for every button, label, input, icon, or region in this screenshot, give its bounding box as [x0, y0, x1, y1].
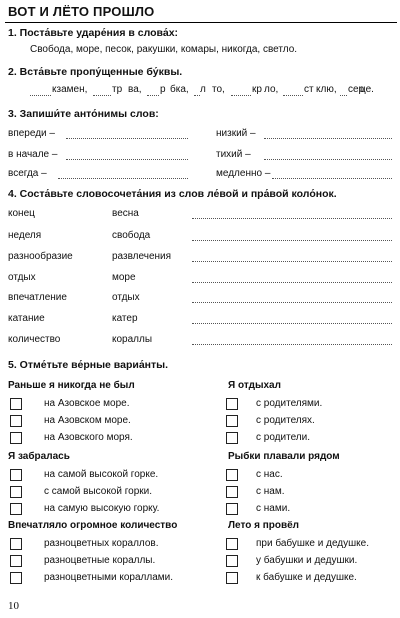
answer-option-label: разноцветными кораллами.: [44, 572, 174, 583]
task2-gap[interactable]: [340, 95, 347, 96]
answer-checkbox[interactable]: [226, 503, 238, 515]
antonym-right-answer-line[interactable]: [264, 159, 392, 160]
choice-group-prompt: Лето я провёл: [228, 520, 300, 531]
task2-heading: 2. Вста́вьте пропу́щенные бу́квы.: [8, 66, 183, 78]
antonym-right-word: медленно –: [216, 168, 271, 179]
antonym-left-answer-line[interactable]: [58, 178, 188, 179]
answer-option-label: на самой высокой горке.: [44, 469, 159, 480]
collocation-answer-line[interactable]: [192, 323, 392, 324]
answer-checkbox[interactable]: [226, 398, 238, 410]
task2-fragment: клю,: [316, 84, 337, 95]
collocation-answer-line[interactable]: [192, 261, 392, 262]
collocation-right-word: свобода: [112, 230, 151, 241]
choice-group-prompt: Рыбки плавали рядом: [228, 451, 340, 462]
answer-checkbox[interactable]: [226, 469, 238, 481]
task2-fragment: тр: [112, 84, 123, 95]
task2-fragment: сер: [348, 84, 365, 95]
title-rule: [5, 22, 397, 23]
antonym-left-word: всегда –: [8, 168, 47, 179]
collocation-right-word: развлечения: [112, 251, 172, 262]
answer-checkbox[interactable]: [226, 486, 238, 498]
collocation-right-word: море: [112, 272, 136, 283]
choice-group-prompt: Раньше я никогда не был: [8, 380, 135, 391]
task5-heading: 5. Отме́тьте ве́рные вариа́нты.: [8, 359, 169, 371]
collocation-left-word: конец: [8, 208, 35, 219]
page-title: ВОТ И ЛЁТО ПРОШЛО: [8, 4, 155, 19]
answer-checkbox[interactable]: [10, 486, 22, 498]
task2-fragment: бка,: [170, 84, 189, 95]
task2-fragment: р: [160, 84, 166, 95]
collocation-left-word: катание: [8, 313, 45, 324]
answer-checkbox[interactable]: [226, 572, 238, 584]
task2-fragment: ст: [304, 84, 314, 95]
collocation-answer-line[interactable]: [192, 218, 392, 219]
task2-fragment: то,: [212, 84, 225, 95]
collocation-answer-line[interactable]: [192, 240, 392, 241]
answer-option-label: с родители.: [256, 432, 310, 443]
antonym-right-word: низкий –: [216, 128, 256, 139]
collocation-answer-line[interactable]: [192, 344, 392, 345]
collocation-left-word: неделя: [8, 230, 42, 241]
answer-option-label: с нами.: [256, 503, 291, 514]
antonym-left-answer-line[interactable]: [66, 159, 188, 160]
answer-option-label: с родителях.: [256, 415, 315, 426]
answer-option-label: к бабушке и дедушке.: [256, 572, 357, 583]
task2-fragment: кзамен,: [52, 84, 88, 95]
answer-option-label: на Азовского моря.: [44, 432, 133, 443]
answer-checkbox[interactable]: [10, 415, 22, 427]
collocation-right-word: весна: [112, 208, 139, 219]
task2-gap[interactable]: [283, 95, 303, 96]
task2-gap[interactable]: [93, 95, 111, 96]
answer-option-label: при бабушке и дедушке.: [256, 538, 369, 549]
antonym-left-answer-line[interactable]: [66, 138, 188, 139]
answer-option-label: на самую высокую горку.: [44, 503, 160, 514]
answer-option-label: разноцветных кораллов.: [44, 538, 159, 549]
task2-fragment: ло,: [264, 84, 279, 95]
antonym-right-answer-line[interactable]: [272, 178, 392, 179]
task2-gap[interactable]: [194, 95, 200, 96]
collocation-answer-line[interactable]: [192, 302, 392, 303]
collocation-right-word: отдых: [112, 292, 140, 303]
answer-option-label: у бабушки и дедушки.: [256, 555, 358, 566]
answer-option-label: разноцветные кораллы.: [44, 555, 156, 566]
collocation-left-word: количество: [8, 334, 61, 345]
answer-option-label: на Азовском море.: [44, 415, 131, 426]
task2-gap[interactable]: [231, 95, 251, 96]
task2-gap[interactable]: [30, 95, 51, 96]
task4-heading: 4. Соста́вьте словосочета́ния из слов ле́вой и пра́вой коло́нок.: [8, 188, 337, 200]
answer-checkbox[interactable]: [10, 572, 22, 584]
antonym-left-word: в начале –: [8, 149, 58, 160]
answer-checkbox[interactable]: [10, 555, 22, 567]
task3-heading: 3. Запиши́те анто́нимы слов:: [8, 108, 159, 120]
collocation-right-word: катер: [112, 313, 138, 324]
answer-checkbox[interactable]: [226, 538, 238, 550]
answer-checkbox[interactable]: [10, 538, 22, 550]
answer-checkbox[interactable]: [10, 432, 22, 444]
answer-option-label: на Азовское море.: [44, 398, 130, 409]
task2-fragment: л: [200, 84, 206, 95]
choice-group-prompt: Я забралась: [8, 451, 70, 462]
collocation-left-word: впечатление: [8, 292, 67, 303]
antonym-right-word: тихий –: [216, 149, 251, 160]
page-number: 10: [8, 600, 19, 612]
choice-group-prompt: Впечатляло огромное количество: [8, 520, 178, 531]
answer-checkbox[interactable]: [10, 469, 22, 481]
answer-checkbox[interactable]: [10, 503, 22, 515]
task2-fragment: це.: [360, 84, 374, 95]
answer-checkbox[interactable]: [10, 398, 22, 410]
choice-group-prompt: Я отдыхал: [228, 380, 281, 391]
antonym-left-word: впереди –: [8, 128, 55, 139]
answer-checkbox[interactable]: [226, 415, 238, 427]
answer-option-label: с родителями.: [256, 398, 323, 409]
collocation-left-word: разнообразие: [8, 251, 73, 262]
task1-words: Свобода, море, песок, ракушки, комары, никогда, светло.: [30, 44, 298, 55]
task2-gap[interactable]: [147, 95, 159, 96]
answer-option-label: с нам.: [256, 486, 285, 497]
collocation-right-word: кораллы: [112, 334, 153, 345]
collocation-left-word: отдых: [8, 272, 36, 283]
antonym-right-answer-line[interactable]: [264, 138, 392, 139]
task2-fragment: ва,: [128, 84, 142, 95]
task1-heading: 1. Поста́вьте ударе́ния в слова́х:: [8, 27, 179, 39]
answer-option-label: с самой высокой горки.: [44, 486, 153, 497]
answer-checkbox[interactable]: [226, 555, 238, 567]
answer-checkbox[interactable]: [226, 432, 238, 444]
answer-option-label: с нас.: [256, 469, 283, 480]
task2-fragment: кр: [252, 84, 262, 95]
collocation-answer-line[interactable]: [192, 282, 392, 283]
